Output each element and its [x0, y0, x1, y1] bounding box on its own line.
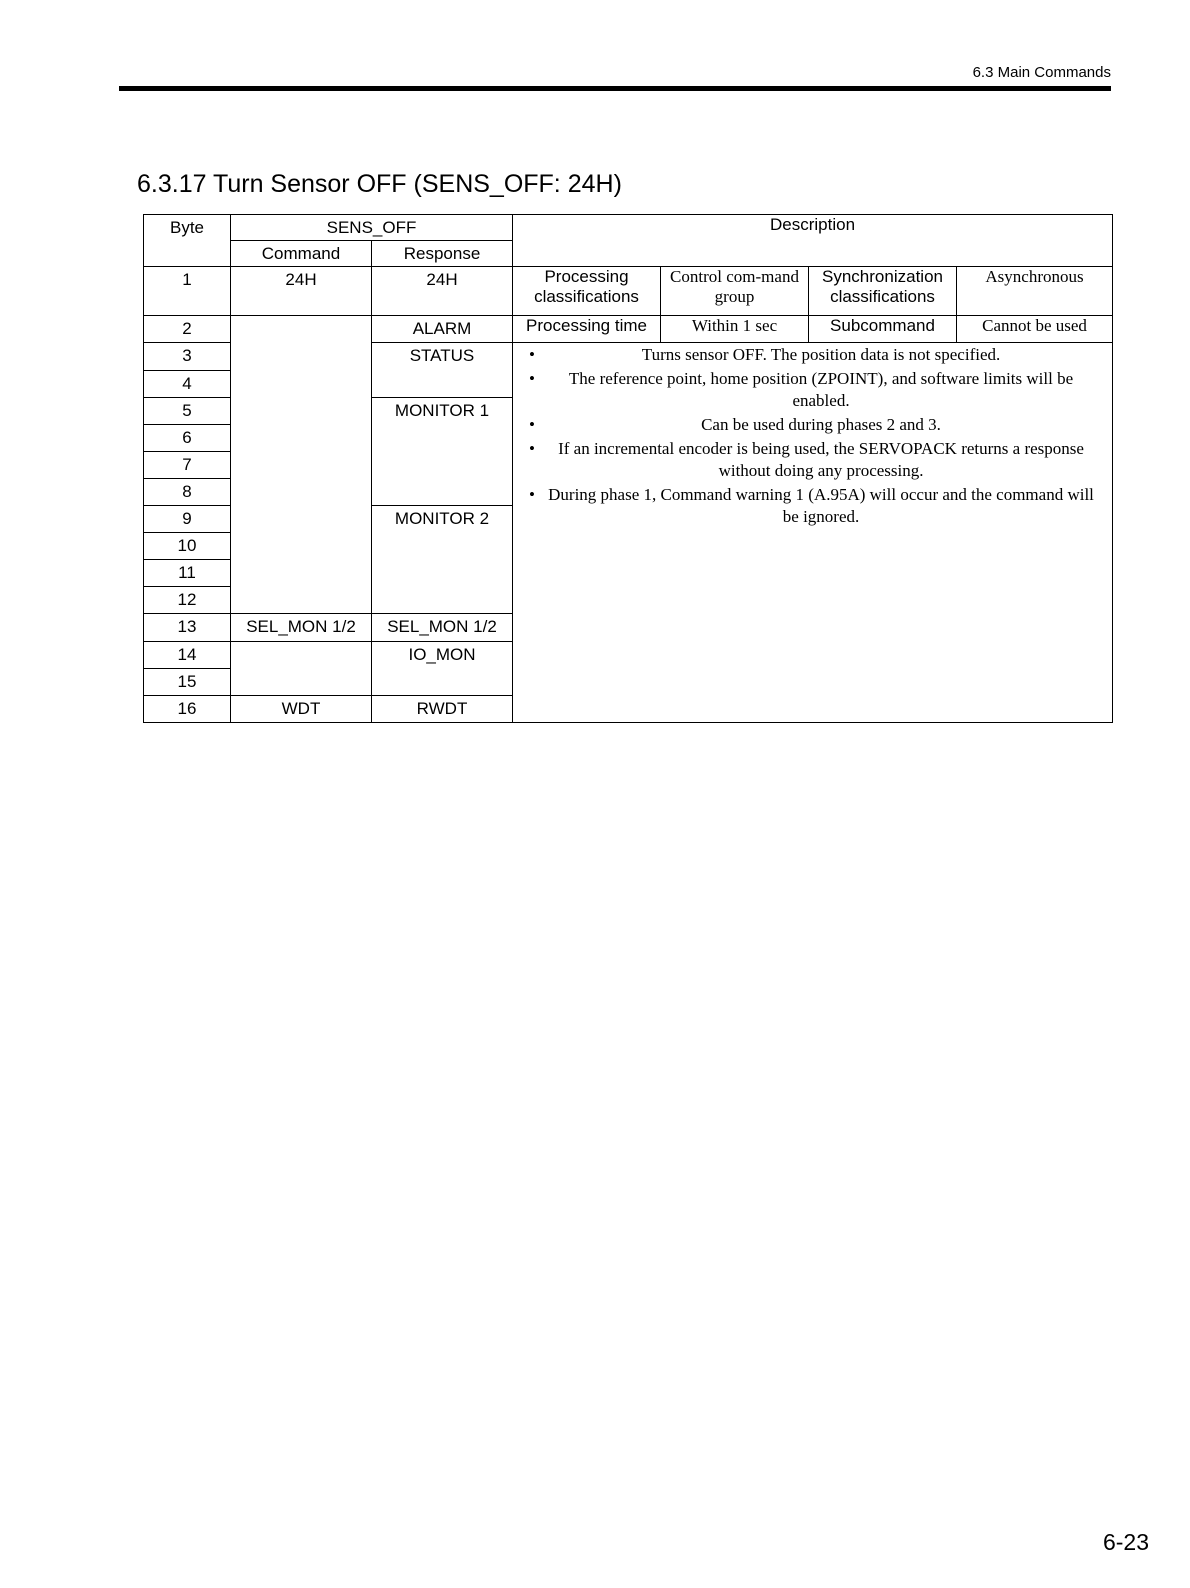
- synchronization-classifications-label: Synchronization classifications: [809, 267, 957, 316]
- description-header: Description: [513, 215, 1113, 267]
- response-cell: RWDT: [372, 695, 513, 722]
- note-item: • The reference point, home position (ZPOINT), and software limits will be enabled.: [529, 368, 1102, 412]
- byte-cell: 15: [144, 668, 231, 695]
- byte-cell: 5: [144, 397, 231, 424]
- command-table: [143, 214, 1113, 723]
- byte-cell: 6: [144, 424, 231, 451]
- command-cell: 24H: [231, 267, 372, 316]
- processing-time-value: Within 1 sec: [661, 316, 809, 343]
- note-item: • If an incremental encoder is being used, the SERVOPACK returns a response without doing any processing.: [529, 438, 1102, 482]
- response-cell: MONITOR 2: [372, 506, 513, 614]
- response-cell: MONITOR 1: [372, 397, 513, 505]
- page-number: 6-23: [1102, 1529, 1149, 1555]
- processing-time-label: Processing time: [513, 316, 661, 343]
- byte-cell: 11: [144, 560, 231, 587]
- header-rule: [119, 86, 1111, 91]
- byte-cell: 3: [144, 343, 231, 370]
- processing-classifications-value: Control com-mand group: [661, 267, 809, 316]
- response-cell: STATUS: [372, 343, 513, 397]
- command-cell: WDT: [231, 695, 372, 722]
- running-header: 6.3 Main Commands: [972, 64, 1111, 81]
- byte-cell: 7: [144, 451, 231, 478]
- response-cell: IO_MON: [372, 641, 513, 695]
- byte-cell: 10: [144, 533, 231, 560]
- note-item: • Can be used during phases 2 and 3.: [529, 414, 1102, 436]
- byte-cell: 14: [144, 641, 231, 668]
- byte-cell: 9: [144, 506, 231, 533]
- response-cell: 24H: [372, 267, 513, 316]
- section-title: 6.3.17 Turn Sensor OFF (SENS_OFF: 24H): [137, 170, 622, 198]
- note-item: • During phase 1, Command warning 1 (A.95A) will occur and the command will be ignored.: [529, 484, 1102, 528]
- byte-cell: 13: [144, 614, 231, 641]
- synchronization-classifications-value: Asynchronous: [957, 267, 1113, 316]
- byte-cell: 8: [144, 478, 231, 505]
- command-cell: SEL_MON 1/2: [231, 614, 372, 641]
- byte-cell: 2: [144, 316, 231, 343]
- response-header: Response: [372, 241, 513, 267]
- byte-cell: 16: [144, 695, 231, 722]
- command-cell-reserved: [231, 641, 372, 695]
- note-item: • Turns sensor OFF. The position data is not specified.: [529, 344, 1102, 366]
- notes-list: [513, 343, 1112, 528]
- command-name-header: SENS_OFF: [231, 215, 513, 241]
- description-notes: [513, 343, 1113, 723]
- byte-cell: 12: [144, 587, 231, 614]
- subcommand-value: Cannot be used: [957, 316, 1113, 343]
- byte-cell: 4: [144, 370, 231, 397]
- command-header: Command: [231, 241, 372, 267]
- response-cell: ALARM: [372, 316, 513, 343]
- byte-header: Byte: [144, 215, 231, 267]
- subcommand-label: Subcommand: [809, 316, 957, 343]
- processing-classifications-label: Processing classifications: [513, 267, 661, 316]
- response-cell: SEL_MON 1/2: [372, 614, 513, 641]
- command-cell-reserved: [231, 316, 372, 614]
- byte-cell: 1: [144, 267, 231, 316]
